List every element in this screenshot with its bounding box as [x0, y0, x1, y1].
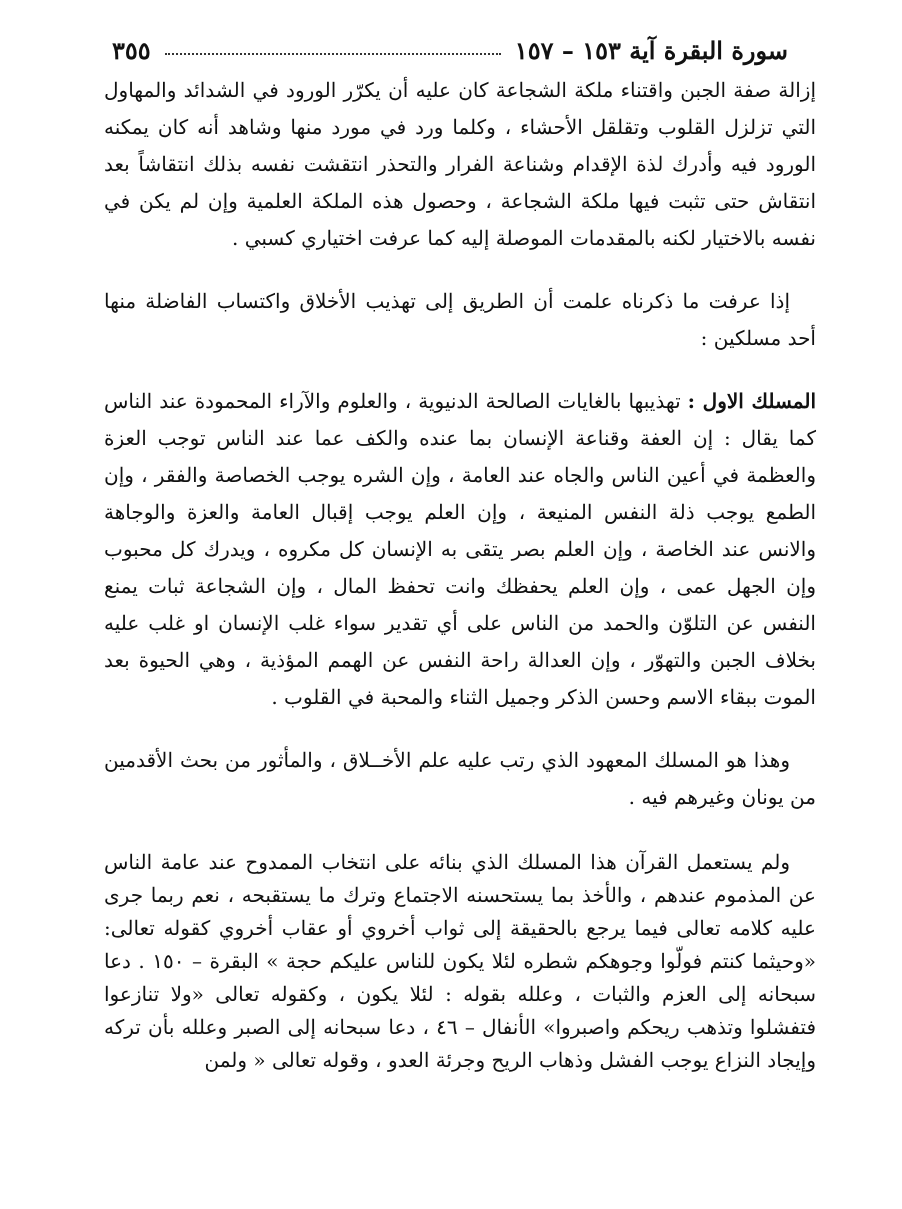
running-header	[112, 32, 788, 68]
header-dotted-leader	[165, 53, 501, 55]
paragraph-quran-method: ولم يستعمل القرآن هذا المسلك الذي بنائه على انتخاب الممدوح عند عامة الناس عن المذموم عندهم ، والأخذ بما يستحسنه الاجتماع وترك ما يستقبحه ، نعم ربما جرى عليه كلامه تعالى فيما يرجع بالحقيقة إلى ثواب أخروي أو عقاب أخروي كقوله تعالى: «وحيثما كنتم فولّوا وجوهكم شطره لئلا يكون للناس عليكم حجة » البقرة – ١٥٠ . دعا سبحانه إلى العزم والثبات ، وعلله بقوله : لئلا يكون ، وكقوله تعالى «ولا تنازعوا فتفشلوا وتذهب ريحكم واصبروا» الأنفال – ٤٦ ، دعا سبحانه إلى الصبر وعلله بأن تركه وإيجاد النزاع يوجب الفشل وذهاب الريح وجرئة العدو ، وقوله تعالى « ولمن	[104, 850, 816, 1072]
first-path-text: تهذيبها بالغايات الصالحة الدنيوية ، والعلوم والآراء المحمودة عند الناس كما يقال : إن العفة وقناعة الإنسان بما عنده والكف عما عند الناس توجب العزة والعظمة في أعين الناس والجاه عند العامة ، وإن الشره يوجب الخصاصة والفقر ، وإن الطمع يوجب ذلة النفس المنيعة ، وإن العلم يوجب إقبال العامة والعزة والوجاهة والانس عند الخاصة ، وإن العلم بصر يتقى به الإنسان كل مكروه ، ويدرك كل محبوب وإن الجهل عمى ، وإن العلم يحفظك وانت تحفظ المال ، وإن الشجاعة ثبات يمنع النفس عن التلوّن والحمد من الناس على أي تقدير سواء غلب الإنسان او غلب عليه بخلاف الجبن والتهوّر ، وإن العدالة راحة النفس عن الهمم المؤذية ، وهي الحيوة بعد الموت ببقاء الاسم وحسن الذكر وجميل الثناء والمحبة في القلوب .	[104, 389, 816, 709]
paragraph-first-path	[104, 383, 816, 716]
paragraph-ethics-tradition: وهذا هو المسلك المعهود الذي رتب عليه علم الأخــلاق ، والمأثور من بحث الأقدمين من يونان وغيرهم فيه .	[104, 748, 816, 809]
page-body	[104, 72, 816, 1077]
paragraph-two-paths: إذا عرفت ما ذكرناه علمت أن الطريق إلى تهذيب الأخلاق واكتساب الفاضلة منها أحد مسلكين :	[104, 289, 816, 350]
first-path-heading: المسلك الاول :	[687, 389, 816, 413]
paragraph-courage-habit: إزالة صفة الجبن واقتناء ملكة الشجاعة كان عليه أن يكرّر الورود في الشدائد والمهاول التي تزلزل القلوب وتقلقل الأحشاء ، وكلما ورد في مورد منها وشاهد أنه كان يمكنه الورود فيه وأدرك لذة الإقدام وشناعة الفرار والتحذر انتقشت نفسه بذلك انتقاشاً بعد انتقاش حتى تثبت فيها ملكة الشجاعة ، وحصول هذه الملكة العلمية وإن لم يكن في نفسه بالاختيار لكنه بالمقدمات الموصلة إليه كما عرفت اختياري كسبي .	[104, 78, 816, 250]
page-number: ٣٥٥	[112, 35, 151, 65]
surah-verse-title: سورة البقرة آية ١٥٣ – ١٥٧	[514, 35, 788, 65]
